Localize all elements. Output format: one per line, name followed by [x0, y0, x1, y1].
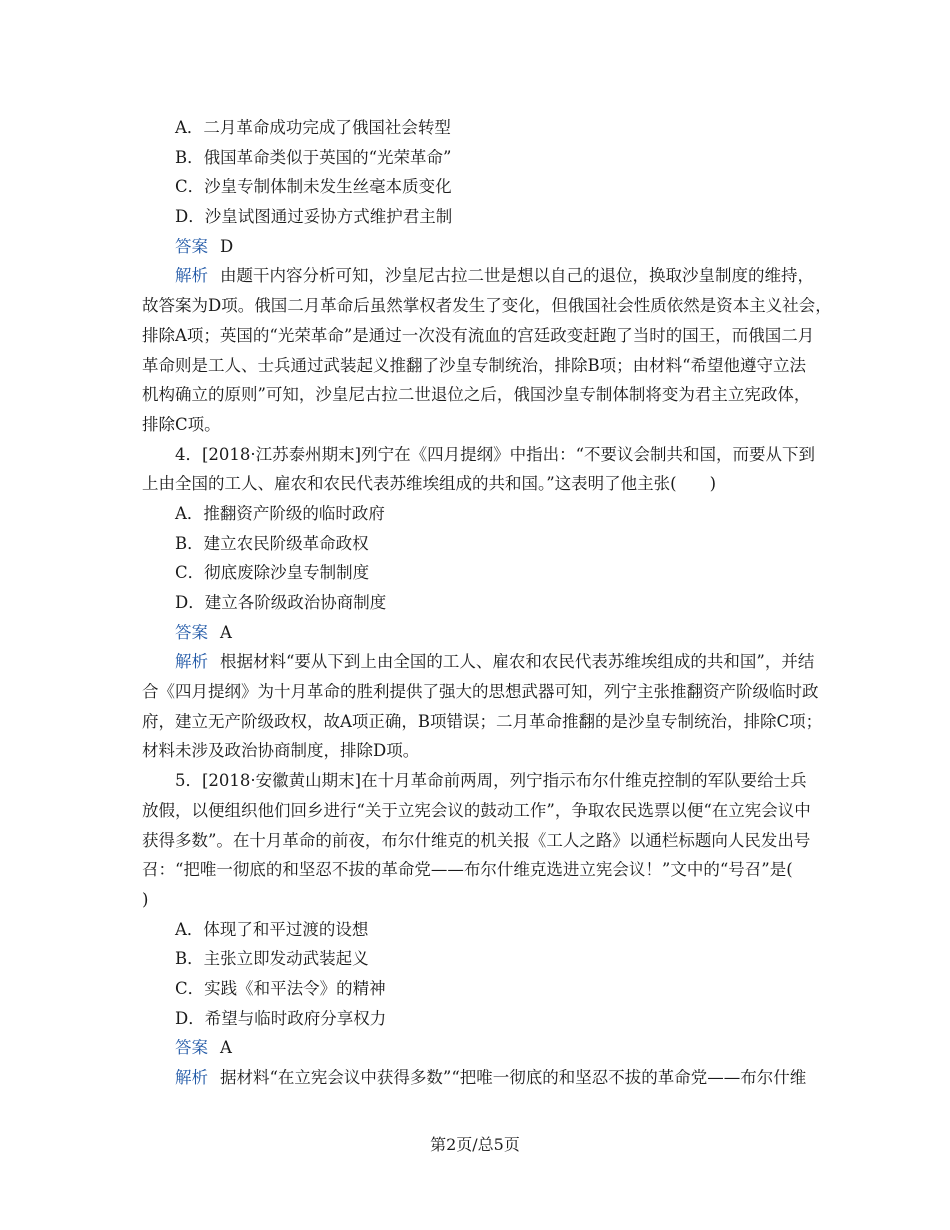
answer-label: 答案: [175, 622, 208, 642]
document-body: [142, 113, 832, 1093]
answer-label: 答案: [175, 236, 208, 256]
page-number: 第2页/总5页: [430, 1135, 520, 1154]
analysis-label: 解析: [175, 652, 208, 672]
answer-value: A: [220, 622, 232, 642]
analysis-label: 解析: [175, 1068, 208, 1087]
q5-option-a: A．体现了和平过渡的设想: [175, 919, 369, 939]
answer-value: D: [220, 236, 234, 256]
q3-answer: [142, 232, 812, 262]
q4-analysis-line: 材料未涉及政治协商制度，排除D项。: [142, 741, 420, 761]
q3-analysis-line: 机构确立的原则”可知，沙皇尼古拉二世退位之后，俄国沙皇专制体制将变为君主立宪政体，: [142, 385, 811, 405]
q5-option-d: D．希望与临时政府分享权力: [175, 1008, 387, 1028]
q3-option-a: A．二月革命成功完成了俄国社会转型: [175, 118, 451, 137]
q4-option-a: A．推翻资产阶级的临时政府: [175, 503, 385, 523]
analysis-label: 解析: [175, 266, 208, 286]
q4-analysis-line: 合《四月提纲》为十月革命的胜利提供了强大的思想武器可知，列宁主张推翻资产阶级临时政: [142, 682, 819, 702]
q5-stem-line: 召：“把唯一彻底的和坚忍不拔的革命党——布尔什维克选进立宪会议！”文中的“号召”是(: [142, 860, 793, 880]
q5-option-b: B．主张立即发动武装起义: [175, 949, 369, 969]
q3-analysis-line: 排除A项；英国的“光荣革命”是通过一次没有流血的宫廷政变赶跑了当时的国王，而俄国二月: [142, 325, 815, 345]
analysis-text: 根据材料“要从下到上由全国的工人、雇农和农民代表苏维埃组成的共和国”，并结: [220, 652, 815, 672]
q4-stem-line: 4．[2018·江苏泰州期末]列宁在《四月提纲》中指出：“不要议会制共和国，而要从下到: [175, 444, 816, 464]
q4-stem-line: 上由全国的工人、雇农和农民代表苏维埃组成的共和国。”这表明了他主张( ): [142, 474, 717, 494]
q5-analysis-line: [142, 1063, 812, 1093]
analysis-text: 由题干内容分析可知，沙皇尼古拉二世是想以自己的退位，换取沙皇制度的维持，: [220, 266, 814, 286]
q5-stem-line: 5．[2018·安徽黄山期末]在十月革命前两周，列宁指示布尔什维克控制的军队要给士兵: [175, 771, 807, 791]
q4-answer: [142, 618, 812, 648]
q4-analysis-line: [142, 647, 815, 677]
q3-analysis-line: 故答案为D项。俄国二月革命后虽然掌权者发生了变化，但俄国社会性质依然是资本主义社会，: [142, 296, 832, 316]
q5-stem-line: 获得多数”。在十月革命的前夜，布尔什维克的机关报《工人之路》以通栏标题向人民发出号: [142, 830, 811, 850]
q4-option-d: D．建立各阶级政治协商制度: [175, 593, 387, 612]
q5-stem-line: ): [142, 889, 149, 909]
q5-answer: [142, 1033, 812, 1063]
answer-label: 答案: [175, 1038, 208, 1058]
q3-analysis-line: 革命则是工人、士兵通过武装起义推翻了沙皇专制统治，排除B项；由材料“希望他遵守立法: [142, 355, 807, 375]
q4-option-b: B．建立农民阶级革命政权: [175, 533, 369, 553]
q5-option-c: C．实践《和平法令》的精神: [175, 978, 386, 998]
q3-analysis-line: 排除C项。: [142, 414, 221, 434]
analysis-text: 据材料“在立宪会议中获得多数”“把唯一彻底的和坚忍不拔的革命党——布尔什维: [220, 1068, 807, 1087]
q5-stem-line: 放假，以便组织他们回乡进行“关于立宪会议的鼓动工作”，争取农民选票以便“在立宪会议中: [142, 800, 811, 820]
q3-analysis-line: [142, 261, 812, 291]
q4-analysis-line: 府，建立无产阶级政权，故A项正确，B项错误；二月革命推翻的是沙皇专制统治，排除C项；: [142, 711, 823, 731]
q3-option-b: B．俄国革命类似于英国的“光荣革命”: [175, 147, 452, 167]
q3-option-d: D．沙皇试图通过妥协方式维护君主制: [175, 207, 453, 227]
q3-option-c: C．沙皇专制体制未发生丝毫本质变化: [175, 177, 452, 197]
answer-value: A: [220, 1038, 232, 1058]
q4-option-c: C．彻底废除沙皇专制制度: [175, 563, 370, 583]
